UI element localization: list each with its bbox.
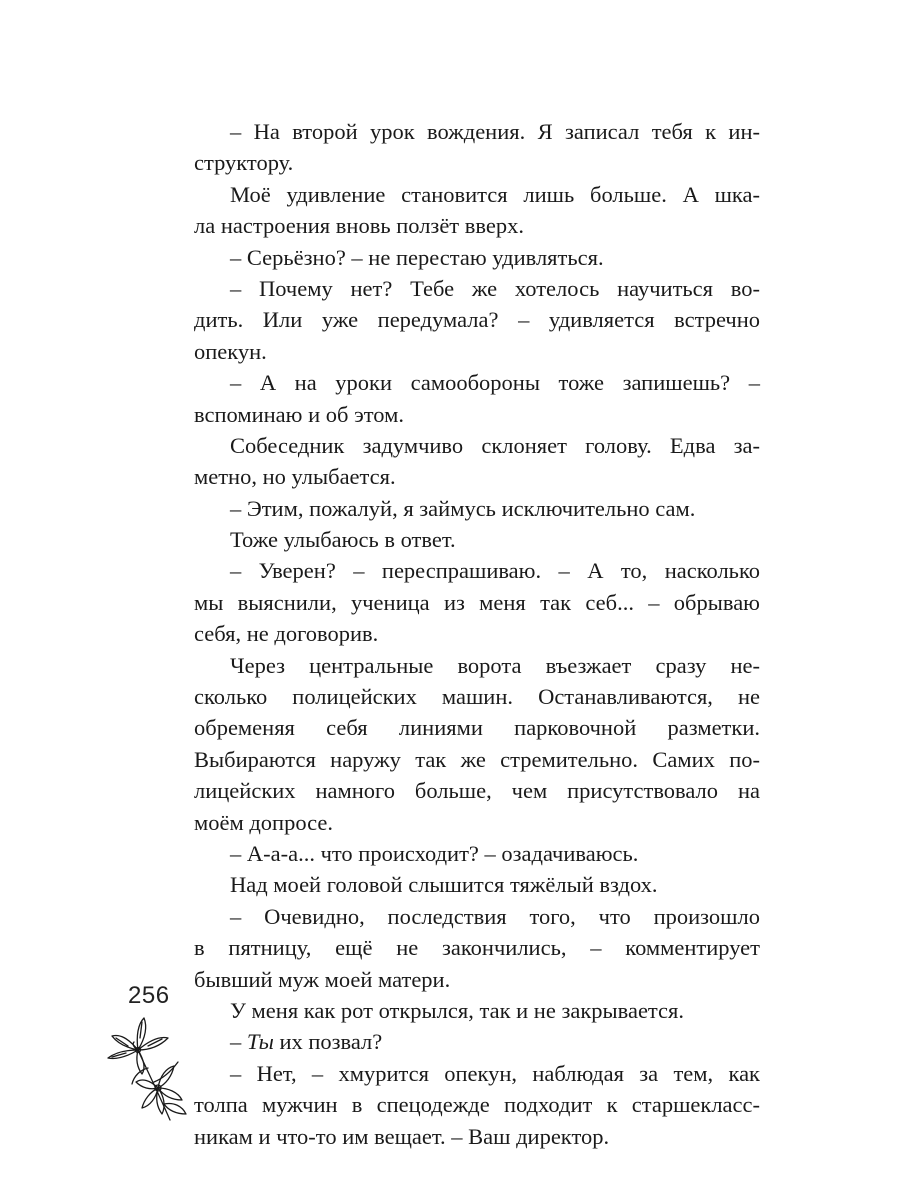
text-line: – Ты их позвал?	[230, 1029, 383, 1055]
text-line: Через центральные ворота въезжает сразу не-	[230, 652, 760, 678]
text-line: Собеседник задумчиво склоняет голову. Едва за-	[230, 432, 760, 458]
text-line: – Нет, – хмурится опекун, наблюдая за тем, как	[230, 1060, 760, 1086]
text-line: – Очевидно, последствия того, что произошло	[230, 903, 760, 929]
text-line: Над моей головой слышится тяжёлый вздох.	[230, 872, 658, 898]
text-line: бывший муж моей матери.	[194, 966, 451, 992]
text-line: структору.	[194, 150, 294, 176]
text-line: никам и что-то им вещает. – Ваш директор.	[194, 1123, 610, 1149]
text-line: моём допросе.	[194, 809, 334, 835]
text-line: – Уверен? – переспрашиваю. – А то, насколько	[230, 558, 760, 584]
text-line: Моё удивление становится лишь больше. А шка-	[230, 181, 760, 207]
text-line: толпа мужчин в спецодежде подходит к старшекласс-	[194, 1092, 760, 1118]
text-line: – Почему нет? Тебе же хотелось научиться во-	[230, 275, 760, 301]
text-line: себя, не договорив.	[194, 621, 379, 647]
text-line: вспоминаю и об этом.	[194, 401, 404, 427]
text-line: обременяя себя линиями парковочной разметки.	[194, 715, 760, 741]
text-line: в пятницу, ещё не закончились, – комментирует	[194, 935, 760, 961]
text-line: лицейских намного больше, чем присутствовало на	[194, 778, 760, 804]
text-line: Тоже улыбаюсь в ответ.	[230, 527, 456, 553]
text-line: – А на уроки самообороны тоже запишешь? –	[230, 370, 760, 396]
text-line: – На второй урок вождения. Я записал тебя к ин-	[230, 119, 760, 144]
page-text	[194, 116, 760, 1152]
text-line: Выбираются наружу так же стремительно. Самих по-	[194, 746, 760, 772]
text-line: опекун.	[194, 338, 267, 364]
text-line: У меня как рот открылся, так и не закрывается.	[230, 997, 684, 1023]
text-line: сколько полицейских машин. Останавливаются, не	[194, 684, 760, 710]
text-line: дить. Или уже передумала? – удивляется встречно	[194, 307, 760, 333]
text-line: ла настроения вновь ползёт вверх.	[194, 213, 524, 239]
flower-icon	[98, 1008, 198, 1128]
text-line: метно, но улыбается.	[194, 464, 396, 490]
text-line: – Серьёзно? – не перестаю удивляться.	[230, 244, 604, 270]
text-line: – А-а-а... что происходит? – озадачиваюсь.	[230, 840, 639, 866]
text-line: – Этим, пожалуй, я займусь исключительно сам.	[230, 495, 696, 521]
italic-word: Ты	[246, 1029, 274, 1055]
page-number: 256	[128, 982, 170, 1009]
text-line: мы выяснили, ученица из меня так себ... – обрываю	[194, 589, 760, 615]
